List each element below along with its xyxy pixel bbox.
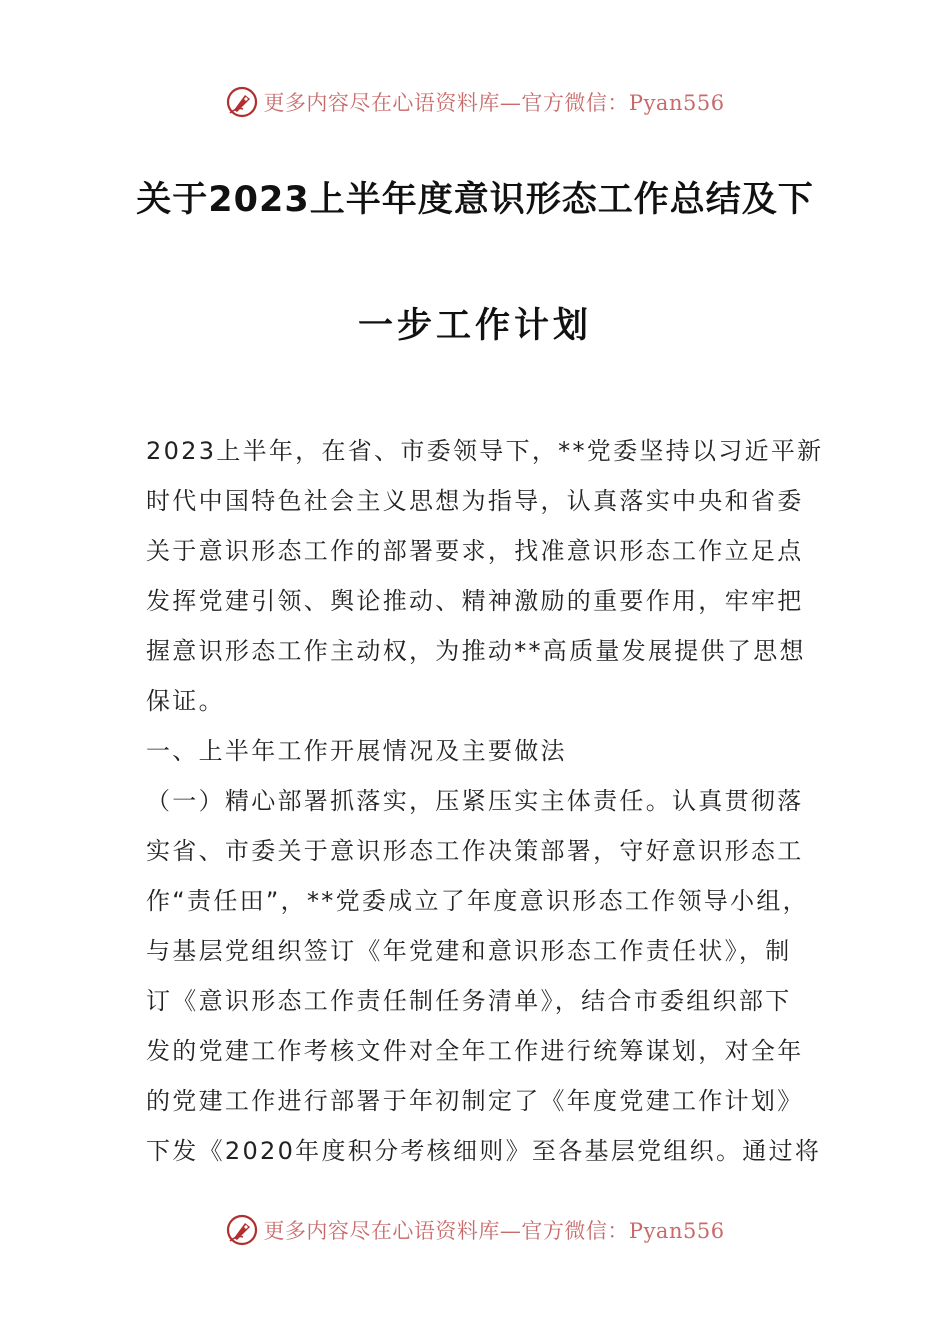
body-line: 发的党建工作考核文件对全年工作进行统筹谋划，对全年 xyxy=(146,1037,804,1065)
body-line: 下发《2020年度积分考核细则》至各基层党组织。通过将 xyxy=(146,1137,822,1165)
body-line: 握意识形态工作主动权，为推动**高质量发展提供了思想 xyxy=(146,637,806,665)
document-body xyxy=(146,426,824,1176)
body-line: 保证。 xyxy=(146,687,225,715)
pen-nib-circle-icon xyxy=(225,1213,259,1247)
body-line: 的党建工作进行部署于年初制定了《年度党建工作计划》 xyxy=(146,1087,804,1115)
watermark-text: 更多内容尽在心语资料库—官方微信：Pyan556 xyxy=(263,91,725,115)
body-line: （一）精心部署抓落实，压紧压实主体责任。认真贯彻落 xyxy=(146,787,804,815)
pen-nib-circle-icon xyxy=(225,85,259,119)
body-line: 时代中国特色社会主义思想为指导，认真落实中央和省委 xyxy=(146,487,804,515)
document-title-line-2: 一步工作计划 xyxy=(357,306,592,346)
document-title-line-1: 关于2023上半年度意识形态工作总结及下 xyxy=(136,180,814,220)
body-line: 作“责任田”，**党委成立了年度意识形态工作领导小组， xyxy=(146,887,809,915)
watermark-banner-top xyxy=(0,82,950,122)
body-line: 2023上半年，在省、市委领导下，**党委坚持以习近平新 xyxy=(146,437,824,465)
body-line: 订《意识形态工作责任制任务清单》，结合市委组织部下 xyxy=(146,987,792,1015)
body-line: 发挥党建引领、舆论推动、精神激励的重要作用，牢牢把 xyxy=(146,587,804,615)
watermark-text: 更多内容尽在心语资料库—官方微信：Pyan556 xyxy=(263,1219,725,1243)
watermark-banner-bottom xyxy=(0,1210,950,1250)
body-line: 关于意识形态工作的部署要求，找准意识形态工作立足点 xyxy=(146,537,804,565)
body-line: 与基层党组织签订《年党建和意识形态工作责任状》，制 xyxy=(146,937,792,965)
section-heading: 一、上半年工作开展情况及主要做法 xyxy=(146,737,567,765)
body-line: 实省、市委关于意识形态工作决策部署，守好意识形态工 xyxy=(146,837,804,865)
